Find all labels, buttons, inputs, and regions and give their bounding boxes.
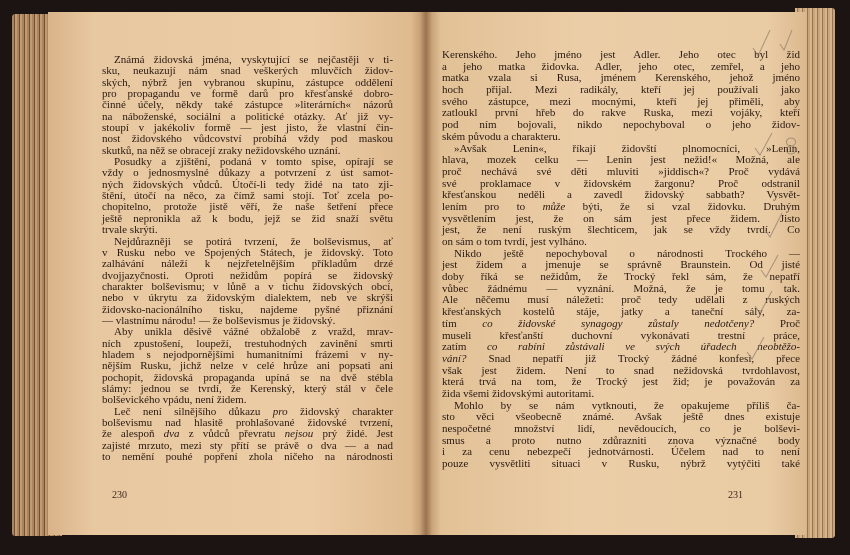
- pencil-checkmark-icon: [761, 255, 778, 277]
- text-line: smus a proto nutno zdůrazniti znova význačné body: [442, 434, 800, 447]
- text-line: skutků, na něž se obracejí zraky nežidovského uznání.: [102, 144, 341, 157]
- text-line: matka vzala si Rusa, jménem Kerenského, jehož jméno: [442, 72, 800, 85]
- text-line: ském původu a charakteru.: [442, 130, 561, 143]
- text-line: Nikdo ještě nepochyboval o národnosti Trockého —: [454, 247, 800, 260]
- text-line: [102, 429, 393, 440]
- text-line: — vlastnímu národu! — že bolševismus je židovský.: [102, 314, 336, 327]
- text-line: své proklamace v židovském žargonu? Proč odstranil: [442, 177, 800, 190]
- text-line: Ale něčemu musí náležeti: proč tedy udělali z ruských: [442, 294, 800, 307]
- text-line: a jeho matka židovka. Adler, jeho otec, zemřel, a jeho: [442, 60, 800, 73]
- text-segment: prý židé. Jest: [313, 428, 393, 441]
- italic-text: co židovské synagogy zůstaly nedotčeny?: [482, 317, 755, 330]
- italic-text: co rabíni zůstávali ve svých úřadech neobtěžo-: [487, 341, 800, 354]
- italic-text: dva: [163, 428, 180, 441]
- text-line: pouze vysvětliti situaci v Rusku, nýbrž vytýčiti také: [442, 458, 800, 471]
- text-line: nějším Rusku, jichž nelze v celé hrůze ani popsati ani: [102, 360, 393, 373]
- italic-text: vání?: [442, 352, 467, 365]
- text-line: která trvá na tom, že Trocký jest žid; je považován za: [442, 376, 800, 389]
- text-line: ních zpustošení, loupeží, trestuhodných zavinění smrti: [102, 337, 393, 350]
- text-line: štění, útočí na něco, za čímž sami stojí. Toť zcela po-: [102, 190, 393, 203]
- text-line: křesťanskou neděli a zavedl židovský sabbath? Vysvět-: [442, 189, 800, 202]
- text-segment: lením pro to: [442, 200, 543, 213]
- text-line: nebo v úkrytu za židovským dialektem, neb ve skrýši: [102, 292, 393, 305]
- text-line: zalhávání náleží k nejzřetelnějším příkladům drzé: [102, 258, 393, 271]
- text-line: pod ním bojovali, nikdo nepochyboval o jeho židov-: [442, 119, 800, 132]
- text-line: na náboženské, sociální a politické otázky. Ať již vy-: [102, 110, 393, 123]
- text-line: zajisté mrzuto, mezi sty přítí se právě o dva — a nad: [102, 439, 393, 452]
- text-segment: židovský charakter: [287, 405, 393, 418]
- page-number-left: 230: [112, 490, 127, 501]
- text-line: dvojjazyčnosti. Oproti nežidům popírá se židovský: [102, 269, 393, 282]
- italic-text: pro: [272, 405, 288, 418]
- text-line: sto věci všeobecně známé. Avšak ještě dnes existuje: [442, 411, 800, 424]
- text-line: charakter bolševismu; v lůně a v tichu židovských obcí,: [102, 280, 393, 293]
- text-line: museli křesťanští duchovní vykonávati trestní práce,: [442, 329, 800, 342]
- text-line: Posudky a zjištění, podaná v tomto spise, opírají se: [114, 156, 393, 169]
- text-line: činné účely, někdy také zástupce »literárních« názorů: [102, 99, 393, 112]
- text-line: jest, že není ruským šlechticem, jak se vždy tvrdí. Co: [442, 224, 800, 237]
- text-line: hoch přijal. Mezi radikály, kteří jej používali jako: [442, 84, 800, 97]
- text-line: nost židovského vůdcovství probíhá vždy pod maskou: [102, 133, 393, 146]
- page-number-right: 231: [728, 490, 743, 501]
- text-line: vždy o jednosmyslné důkazy a potvrzení z úst samot-: [102, 167, 393, 180]
- left-page-text: [102, 55, 393, 463]
- text-line: Aby unikla děsivě vážné obžalobě z vražd, mrav-: [114, 326, 393, 339]
- text-line: židovsko-nacionálního tisku, najdeme pyšné přiznání: [102, 303, 393, 316]
- text-line: nespočetné množství lidí, nevědoucích, co je bolševi-: [442, 423, 800, 435]
- book-gutter: [420, 12, 432, 535]
- pencil-checkmark-icon: [755, 133, 772, 155]
- text-line: žida všemi židovskými autoritami.: [442, 387, 595, 400]
- text-segment: zatím: [442, 341, 488, 354]
- pencil-number-icon: [787, 138, 796, 154]
- text-line: »Avšak Lenin«, říkají židovští plnomocníci, »Lenin,: [454, 142, 800, 155]
- text-segment: že alespoň: [102, 428, 164, 441]
- text-line: sku, neukazují nám snad veškerých mluvčích židov-: [102, 65, 393, 78]
- pencil-checkmark-icon: [780, 30, 792, 50]
- text-line: však jest židem. Není to snad nežidovská tvrdohlavost,: [442, 364, 800, 377]
- text-line: Mohlo by se nám vytknouti, že opakujeme příliš ča-: [454, 399, 800, 412]
- text-segment: Snad nepatří již Trocký žádné konfesi, přece: [466, 352, 800, 365]
- pencil-checkmark-icon: [753, 30, 770, 56]
- text-line: ských, nýbrž jen vybranou skupinu, zástupce oddělení: [102, 76, 393, 89]
- text-line: to nemění pouhé popření zhola ničeho na národnosti: [102, 451, 393, 464]
- italic-text: může: [542, 200, 566, 213]
- text-line: trvale skrýti.: [102, 224, 158, 237]
- pencil-checkmark-icon: [765, 213, 782, 237]
- text-line: on sám o tom tvrdí, jest vylháno.: [442, 236, 587, 248]
- text-segment: Proč: [754, 317, 800, 330]
- text-line: jest židem a jmenuje se správně Braunstein. Od jisté: [442, 259, 800, 272]
- text-line: doby říká se nežidům, že Trocký řekl sám, že nepatří: [442, 271, 800, 284]
- text-line: stoupí v jakékoliv formě — jest jisto, že vlastní čin-: [102, 122, 393, 135]
- text-line: v Rusku nebo ve Spojených Státech, je židovský. Toto: [102, 246, 393, 259]
- italic-text: nejsou: [284, 428, 314, 441]
- text-line: proč nechává své děti mluviti »jiddisch«? Proč vydává: [442, 165, 800, 178]
- text-segment: z vůdců převratu: [179, 428, 285, 441]
- text-line: hladem s nejodpornějšími humanitními frázemi v ny-: [102, 348, 393, 361]
- text-line: ných židovských vůdců. Útočí-li tedy židé na tato zji-: [102, 178, 393, 191]
- text-line: vysvětlením jest, že on sám jest přece židem. Jisto: [442, 212, 800, 225]
- text-line: vůbec žádnému — vyznání. Možná, že je tomu tak.: [442, 282, 800, 295]
- pencil-checkmark-icon: [755, 291, 772, 313]
- text-line: pochopit, židovská propaganda upíná se na dvě stébla: [102, 371, 393, 384]
- text-line: pro propagandu ve formě darů pro křesťanské dobro-: [102, 88, 393, 101]
- pencil-margin-marks: [725, 30, 805, 370]
- text-line: Nejdůrazněji se potírá tvrzení, že bolševismus, ať: [114, 235, 393, 248]
- text-line: Známá židovská jména, vyskytující se nejčastěji v ti-: [114, 54, 393, 66]
- text-segment: Leč není silnějšího důkazu: [114, 405, 273, 418]
- pencil-checkmark-icon: [747, 337, 764, 359]
- text-line: hlava, mozek celku — Lenin jest nežid!« Možná, ale: [442, 154, 800, 167]
- text-line: křesťanských kostelů stáje, jatky a taneční sály, za-: [442, 306, 800, 319]
- text-line: ještě nepronikla až k bodu, jejž se žid snaží světu: [102, 212, 393, 225]
- text-line: bolševického vpádu, není židem.: [102, 394, 247, 407]
- text-line: zatloukl první hřeb do rakve Ruska, mezi vojáky, kteří: [442, 107, 800, 120]
- text-line: chopitelno, protože jistě věří, že naše šetření přece: [102, 201, 393, 214]
- text-line: svého zástupce, mezi mocnými, kteří jej přiměli, aby: [442, 95, 800, 108]
- text-segment: tím: [442, 317, 483, 330]
- text-line: slámy: jednou se tvrdí, že Kerenský, který stál v čele: [102, 382, 393, 395]
- text-line: i za cenu nebezpečí jednotvárnosti. Účelem nad to není: [442, 446, 800, 459]
- text-segment: býti, že si vzal židovku. Druhým: [565, 200, 800, 213]
- text-line: bolševismu nad hlasitě prohlašované židovské tvrzení,: [102, 417, 393, 429]
- text-line: Kerenského. Jeho jméno jest Adler. Jeho otec byl žid: [442, 49, 800, 61]
